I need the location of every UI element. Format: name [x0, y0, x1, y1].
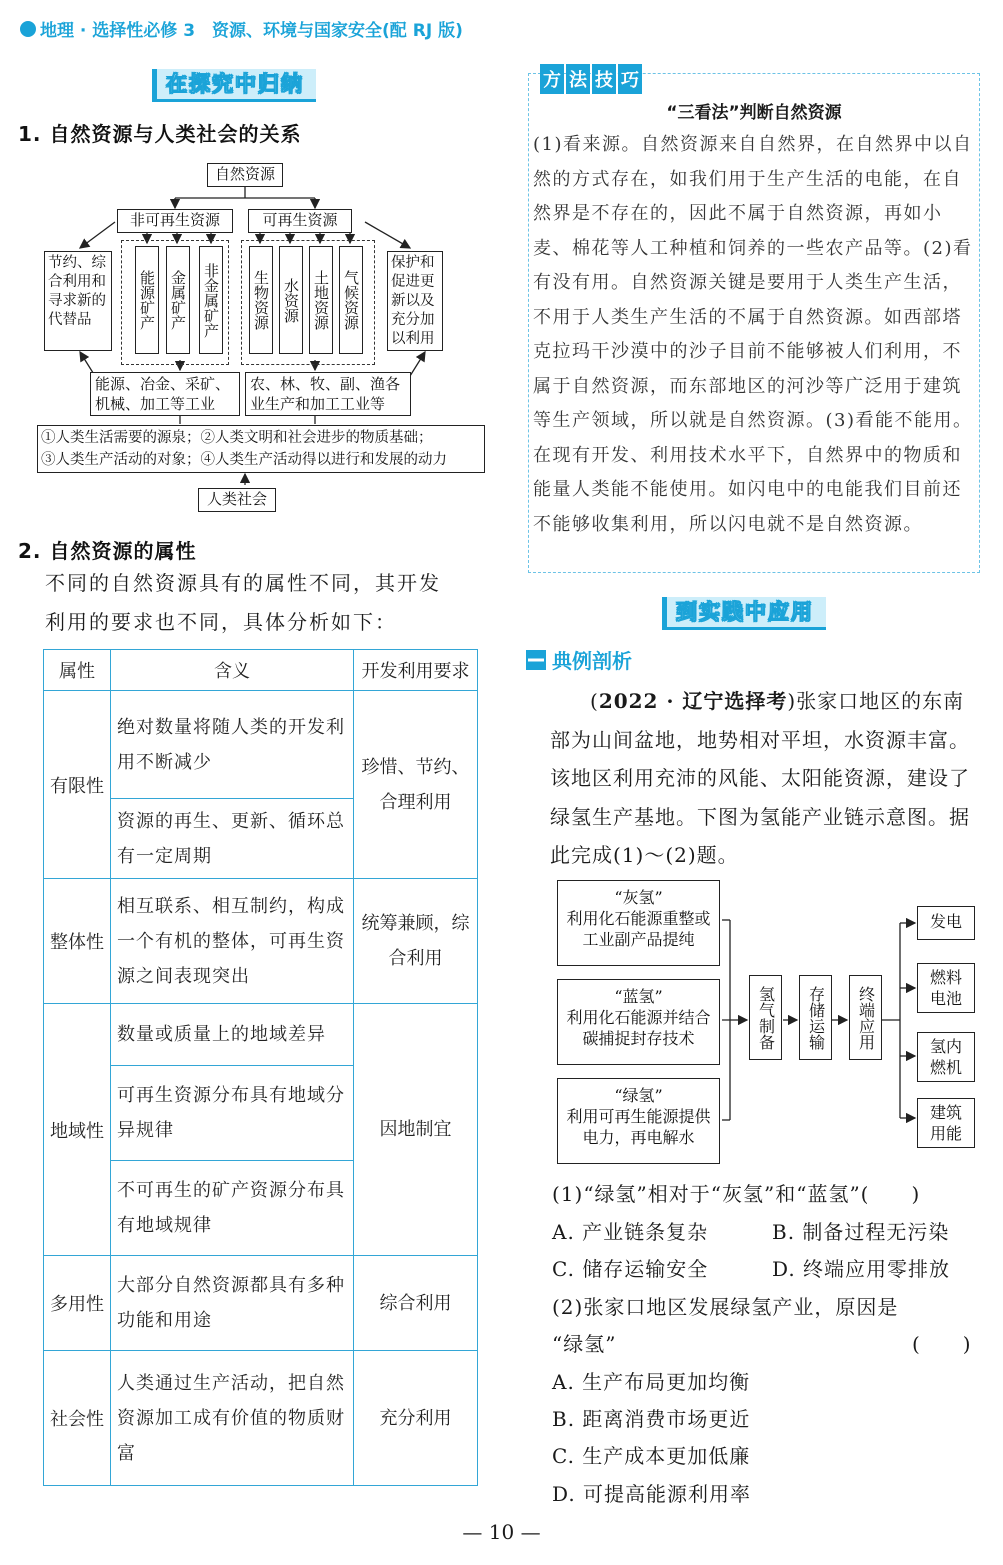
table-row [44, 879, 478, 1004]
natural-resources-box: 自然资源 [207, 163, 283, 187]
roles-line-1: ①人类生活需要的源泉；②人类文明和社会进步的物质基础； [41, 430, 433, 446]
attr-requirement: 珍惜、节约、合理利用 [354, 691, 478, 879]
attr-meaning: 数量或质量上的地域差异 [111, 1004, 354, 1066]
use-power-generation: 发电 [917, 906, 975, 940]
attr-requirement: 综合利用 [354, 1256, 478, 1351]
blue-hydrogen-box: “蓝氢” 利用化石能源并结合碳捕捉封存技术 [557, 979, 720, 1065]
table-header-row [44, 650, 478, 691]
nonmetal-minerals-box: 非金属矿产 [199, 246, 223, 354]
question-2-cont: “绿氢” [552, 1332, 617, 1356]
q1-option-d: D. 终端应用零排放 [772, 1257, 951, 1281]
tips-body: (1)看来源。自然资源来自自然界，在自然界中以自然的方式存在，如我们用于生产生活的电能，在自然界是不存在的，因此不属于自然资源，再如小麦、棉花等人工种植和饲养的一些农产品等。(2)看有没有用。自然资源关键是要用于人类生产生活，不用于人类生产生活的不属于自然资源。如西部塔克拉玛干沙漠中的沙子目前不能够被人们利用，不属于自然资源，而东部地区的河沙等广泛用于建筑等生产领域，所以就是自然资源。(3)看能不能用。在现有开发、利用技术水平下，自然界中的物质和能量人类能不能使用。如闪电中的电能我们目前还不能够收集利用，所以闪电就不是自然资源。 [533, 134, 973, 535]
terminal-use-box: 终端应用 [849, 975, 882, 1060]
q1-option-c: C. 储存运输安全 [552, 1257, 709, 1281]
attr-requirement: 统筹兼顾，综合利用 [354, 879, 478, 1004]
section-2-para-line-1: 不同的自然资源具有的属性不同，其开发 [45, 571, 441, 595]
attr-meaning: 大部分自然资源都具有多种功能和用途 [111, 1256, 354, 1351]
roles-line-2: ③人类生产活动的对象；④人类生产活动得以进行和发展的动力 [41, 452, 447, 468]
section-banner-explore: 在探究中归纳 [152, 69, 316, 102]
conserve-box: 节约、综合利用和寻求新的代替品 [44, 251, 112, 351]
bio-resources-box: 生物资源 [249, 246, 273, 354]
attr-meaning: 人类通过生产活动，把自然资源加工成有价值的物质财富 [111, 1351, 354, 1486]
header-attribute: 属性 [44, 650, 111, 691]
section-1-title: 1. 自然资源与人类社会的关系 [18, 122, 302, 146]
q1-option-a: A. 产业链条复杂 [552, 1220, 709, 1244]
attr-meaning: 可再生资源分布具有地域分异规律 [111, 1066, 354, 1161]
example-intro-text: 张家口地区的东南部为山间盆地，地势相对平坦，水资源丰富。该地区利用充沛的风能、太阳能资源，建设了绿氢生产基地。下图为氢能产业链示意图。据此完成(1)～(2)题。 [550, 689, 970, 867]
q1-option-b: B. 制备过程无污染 [772, 1220, 950, 1244]
hydrogen-production-box: 氢气制备 [749, 975, 782, 1060]
q2-option-b: B. 距离消费市场更近 [552, 1407, 751, 1431]
human-society-box: 人类社会 [198, 488, 276, 512]
metal-minerals-box: 金属矿产 [166, 246, 190, 354]
society-roles-box [37, 425, 485, 473]
header-meaning: 含义 [111, 650, 354, 691]
bullet-icon [20, 21, 36, 37]
tips-title: “三看法”判断自然资源 [666, 103, 842, 123]
example-intro: (2022 · 辽宁选择考)张家口地区的东南部为山间盆地，地势相对平坦，水资源丰富。该地区利用充沛的风能、太阳能资源，建设了绿氢生产基地。下图为氢能产业链示意图。据此完成(1)～(2)题。 [550, 689, 970, 867]
industry-right-box: 农、林、牧、副、渔各业生产和加工工业等 [245, 372, 411, 416]
green-hydrogen-box: “绿氢” 利用可再生能源提供电力，再电解水 [557, 1078, 720, 1164]
table-row [44, 691, 478, 799]
running-header [20, 16, 463, 41]
method-tips-tag [540, 64, 644, 94]
section-2-para-line-2: 利用的要求也不同，具体分析如下： [45, 610, 397, 634]
use-hydrogen-engine: 氢内燃机 [917, 1032, 975, 1082]
question-2: (2)张家口地区发展绿氢产业，原因是 [552, 1295, 899, 1319]
header-requirement: 开发利用要求 [354, 650, 478, 691]
header-text: 地理 · 选择性必修 3 资源、环境与国家安全(配 RJ 版) [40, 21, 463, 41]
tag-char: 技 [592, 64, 616, 94]
attr-name: 多用性 [44, 1256, 111, 1351]
use-fuel-cell: 燃料电池 [917, 963, 975, 1013]
list-icon [526, 650, 546, 670]
climate-resources-box: 气候资源 [339, 246, 363, 354]
grey-hydrogen-box: “灰氢” 利用化石能源重整或工业副产品提纯 [557, 880, 720, 966]
attr-name: 整体性 [44, 879, 111, 1004]
water-resources-box: 水资源 [279, 246, 303, 354]
table-row [44, 1004, 478, 1066]
resource-attributes-table [43, 649, 478, 1486]
typical-example-label: 典例剖析 [552, 649, 632, 673]
use-building-energy: 建筑用能 [917, 1098, 975, 1148]
tag-char: 方 [540, 64, 564, 94]
attr-requirement: 充分利用 [354, 1351, 478, 1486]
section-banner-apply: 到实践中应用 [662, 597, 826, 630]
attr-requirement: 因地制宜 [354, 1004, 478, 1256]
attr-meaning: 不可再生的矿产资源分布具有地域规律 [111, 1161, 354, 1256]
energy-minerals-box: 能源矿产 [135, 246, 159, 354]
q2-option-d: D. 可提高能源利用率 [552, 1482, 752, 1506]
attr-name: 地域性 [44, 1004, 111, 1256]
question-2-paren: ( ) [912, 1332, 972, 1356]
table-row [44, 1256, 478, 1351]
q2-option-a: A. 生产布局更加均衡 [552, 1370, 751, 1394]
example-source: 2022 · 辽宁选择考 [598, 689, 788, 713]
tag-char: 巧 [618, 64, 642, 94]
question-1: (1)“绿氢”相对于“灰氢”和“蓝氢”( ) [552, 1182, 921, 1206]
attr-meaning: 相互联系、相互制约，构成一个有机的整体，可再生资源之间表现突出 [111, 879, 354, 1004]
attr-meaning: 资源的再生、更新、循环总有一定周期 [111, 799, 354, 879]
nonrenewable-box: 非可再生资源 [117, 209, 233, 233]
tag-char: 法 [566, 64, 590, 94]
section-2-title: 2. 自然资源的属性 [18, 539, 197, 563]
attr-name: 有限性 [44, 691, 111, 879]
storage-transport-box: 存储运输 [799, 975, 832, 1060]
table-row [44, 1351, 478, 1486]
renewable-box: 可再生资源 [248, 209, 352, 233]
protect-box: 保护和促进更新以及充分加以利用 [387, 251, 443, 351]
land-resources-box: 土地资源 [309, 246, 333, 354]
q2-option-c: C. 生产成本更加低廉 [552, 1444, 751, 1468]
attr-meaning: 绝对数量将随人类的开发利用不断减少 [111, 691, 354, 799]
page-number: — 10 — [462, 1520, 541, 1544]
industry-left-box: 能源、冶金、采矿、机械、加工等工业 [90, 372, 240, 416]
typical-example-tag [526, 645, 632, 674]
attr-name: 社会性 [44, 1351, 111, 1486]
